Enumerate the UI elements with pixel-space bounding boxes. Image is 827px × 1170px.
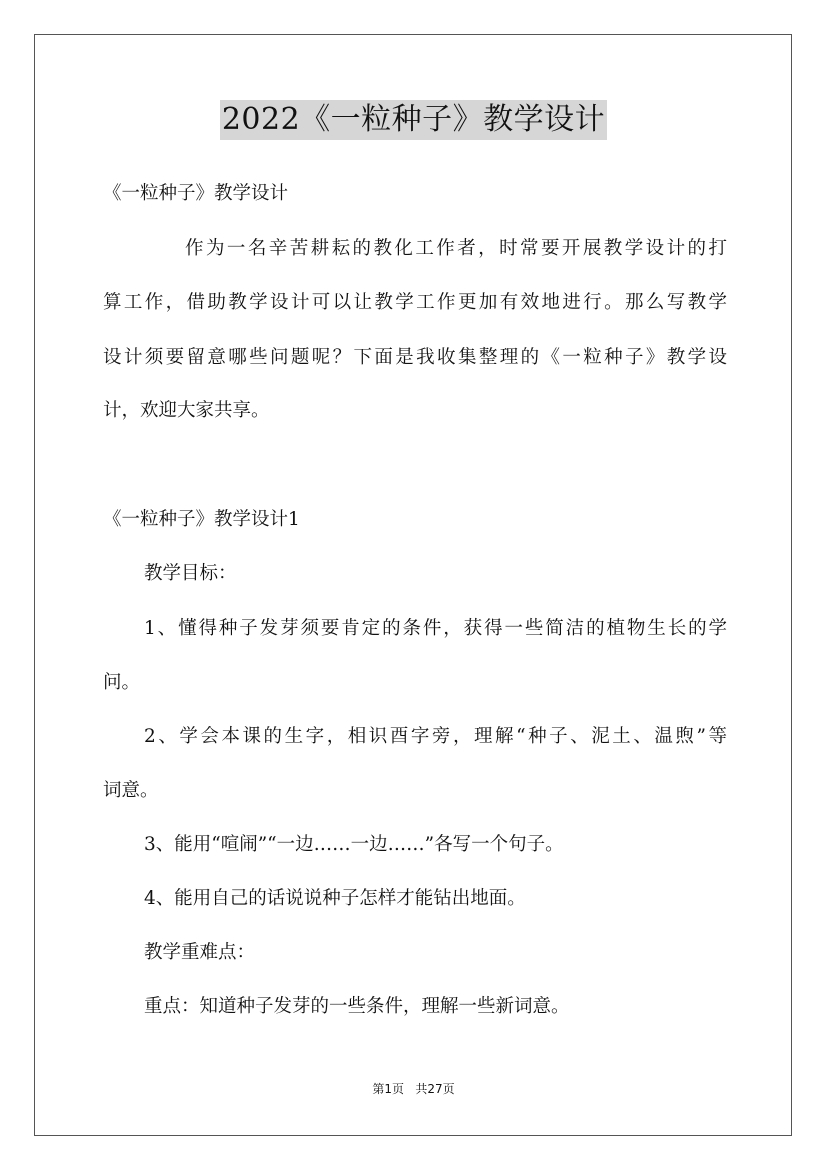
page-number: 第1页 [372, 1082, 404, 1096]
keypoints-heading: 教学重难点： [144, 942, 256, 963]
objective-4: 4、能用自己的话说说种子怎样才能钻出地面。 [144, 888, 526, 909]
page-footer [0, 1081, 827, 1097]
page-total: 共27页 [415, 1082, 455, 1096]
objective-2-cont: 词意。 [103, 780, 159, 801]
intro-line-4: 计，欢迎大家共享。 [103, 400, 270, 421]
intro-line-2: 算工作，借助教学设计可以让教学工作更加有效地进行。那么写教学 [103, 292, 727, 313]
keypoint-1: 重点：知道种子发芽的一些条件，理解一些新词意。 [144, 996, 570, 1017]
document-title: 2022《一粒种子》教学设计 [220, 100, 607, 140]
intro-line-3: 设计须要留意哪些问题呢？下面是我收集整理的《一粒种子》教学设 [103, 347, 727, 368]
objective-3: 3、能用“喧闹”“一边……一边……”各写一个句子。 [144, 834, 564, 855]
intro-line-1: 作为一名辛苦耕耘的教化工作者，时常要开展教学设计的打 [185, 238, 727, 259]
objectives-heading: 教学目标： [144, 563, 237, 584]
objective-2: 2、学会本课的生字，相识酉字旁，理解“种子、泥土、温煦”等 [144, 726, 727, 747]
objective-1-cont: 问。 [103, 672, 141, 693]
objective-1: 1、懂得种子发芽须要肯定的条件，获得一些简洁的植物生长的学 [144, 618, 727, 639]
section-heading: 《一粒种子》教学设计1 [103, 509, 300, 530]
subtitle: 《一粒种子》教学设计 [103, 183, 289, 204]
title-container [0, 100, 827, 140]
